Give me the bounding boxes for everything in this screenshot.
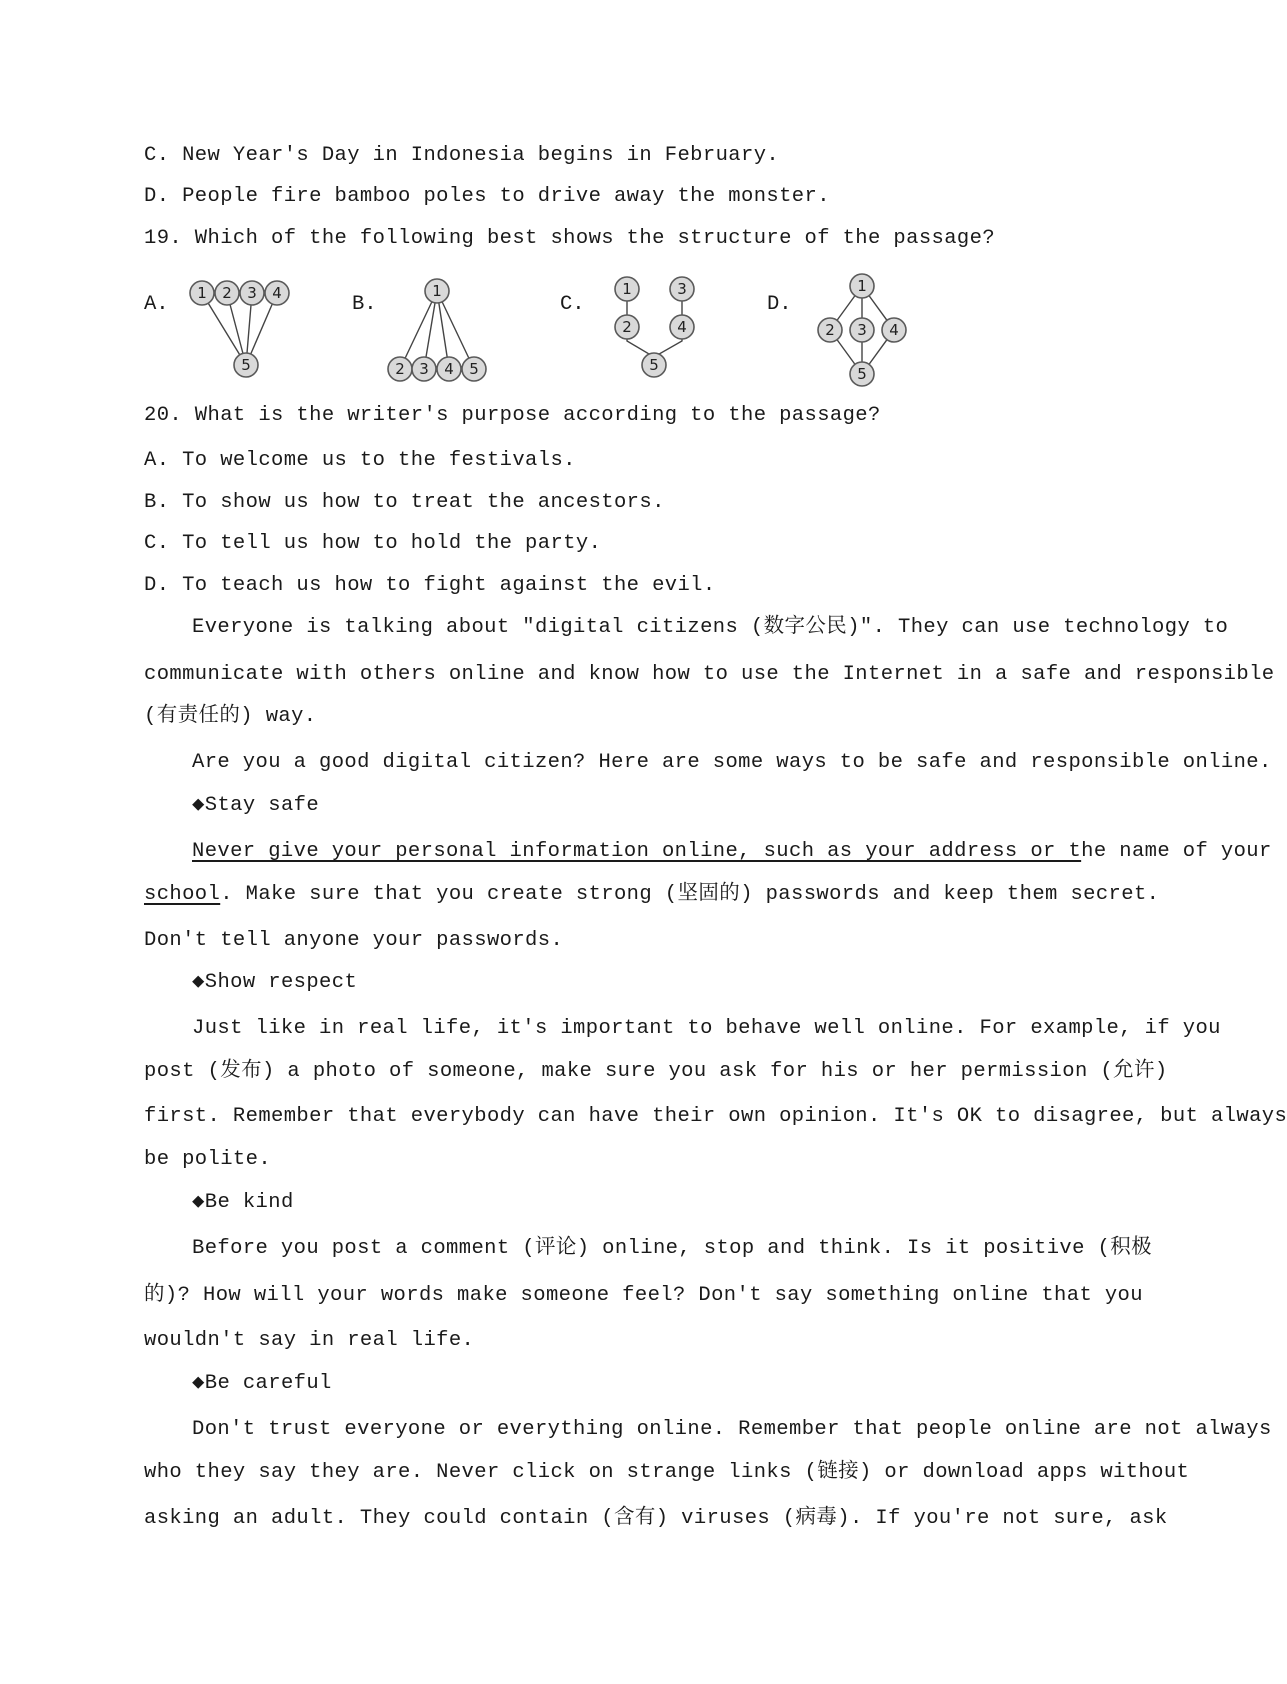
q20-option-c: C. To tell us how to hold the party. (144, 532, 602, 555)
structure-diagram-c (602, 277, 698, 381)
q19-question: 19. Which of the following best shows the structure of the passage? (144, 227, 996, 250)
passage-paragraph: Are you a good digital citizen? Here are some ways to be safe and responsible online. (192, 751, 1272, 774)
svg-text:3: 3 (419, 360, 429, 378)
svg-text:5: 5 (469, 360, 479, 378)
svg-text:1: 1 (432, 282, 442, 300)
q20-option-b: B. To show us how to treat the ancestors. (144, 491, 665, 514)
passage-paragraph: post (发布) a photo of someone, make sure you ask for his or her permission (允许) (144, 1060, 1168, 1083)
svg-text:2: 2 (395, 360, 405, 378)
q19-label-d: D. (767, 293, 792, 316)
passage-paragraph: school. Make sure that you create strong (坚固的) passwords and keep them secret. (144, 883, 1160, 906)
svg-text:2: 2 (222, 284, 232, 302)
q19-label-b: B. (352, 293, 377, 316)
underlined-text: Never give your personal information online, such as your address or t (192, 840, 1082, 863)
passage-paragraph: be polite. (144, 1148, 272, 1171)
passage-paragraph: Before you post a comment (评论) online, stop and think. Is it positive (积极 (192, 1237, 1153, 1260)
q20-question: 20. What is the writer's purpose according to the passage? (144, 404, 881, 427)
structure-diagram-b (386, 277, 496, 387)
svg-text:1: 1 (622, 280, 632, 298)
q18-option-d: D. People fire bamboo poles to drive away the monster. (144, 185, 830, 208)
passage-paragraph: Just like in real life, it's important to behave well online. For example, if you (192, 1017, 1221, 1040)
q18-option-c: C. New Year's Day in Indonesia begins in February. (144, 144, 780, 167)
svg-text:5: 5 (857, 365, 867, 383)
svg-text:4: 4 (889, 321, 899, 339)
structure-diagram-d (810, 272, 914, 390)
passage-paragraph: Never give your personal information online, such as your address or the name of your (192, 840, 1272, 863)
passage-paragraph: wouldn't say in real life. (144, 1329, 475, 1352)
section-heading-stay-safe: ◆Stay safe (192, 794, 320, 817)
svg-text:4: 4 (444, 360, 454, 378)
svg-text:5: 5 (649, 356, 659, 374)
svg-text:1: 1 (857, 277, 867, 295)
structure-diagram-a (186, 277, 312, 381)
q19-label-a: A. (144, 293, 169, 316)
q20-option-d: D. To teach us how to fight against the evil. (144, 574, 716, 597)
passage-paragraph: Don't trust everyone or everything online. Remember that people online are not always (192, 1418, 1272, 1441)
passage-paragraph: asking an adult. They could contain (含有) viruses (病毒). If you're not sure, ask (144, 1507, 1168, 1530)
svg-text:2: 2 (622, 318, 632, 336)
section-heading-be-kind: ◆Be kind (192, 1191, 294, 1214)
underlined-text: school (144, 883, 221, 906)
passage-paragraph: first. Remember that everybody can have their own opinion. It's OK to disagree, but always (144, 1105, 1287, 1128)
svg-text:4: 4 (677, 318, 687, 336)
q20-option-a: A. To welcome us to the festivals. (144, 449, 576, 472)
svg-text:5: 5 (241, 356, 251, 374)
svg-text:3: 3 (247, 284, 257, 302)
passage-paragraph: Don't tell anyone your passwords. (144, 929, 564, 952)
svg-text:4: 4 (272, 284, 282, 302)
svg-text:3: 3 (857, 321, 867, 339)
passage-paragraph: (有责任的) way. (144, 705, 317, 728)
svg-text:1: 1 (197, 284, 207, 302)
passage-paragraph: communicate with others online and know how to use the Internet in a safe and responsible (144, 663, 1275, 686)
passage-paragraph: Everyone is talking about "digital citizens (数字公民)". They can use technology to (192, 616, 1229, 639)
q19-label-c: C. (560, 293, 585, 316)
passage-paragraph: 的)? How will your words make someone feel? Don't say something online that you (144, 1284, 1143, 1307)
passage-paragraph: who they say they are. Never click on strange links (链接) or download apps without (144, 1461, 1190, 1484)
section-heading-be-careful: ◆Be careful (192, 1372, 332, 1395)
section-heading-show-respect: ◆Show respect (192, 971, 358, 994)
svg-text:2: 2 (825, 321, 835, 339)
svg-text:3: 3 (677, 280, 687, 298)
